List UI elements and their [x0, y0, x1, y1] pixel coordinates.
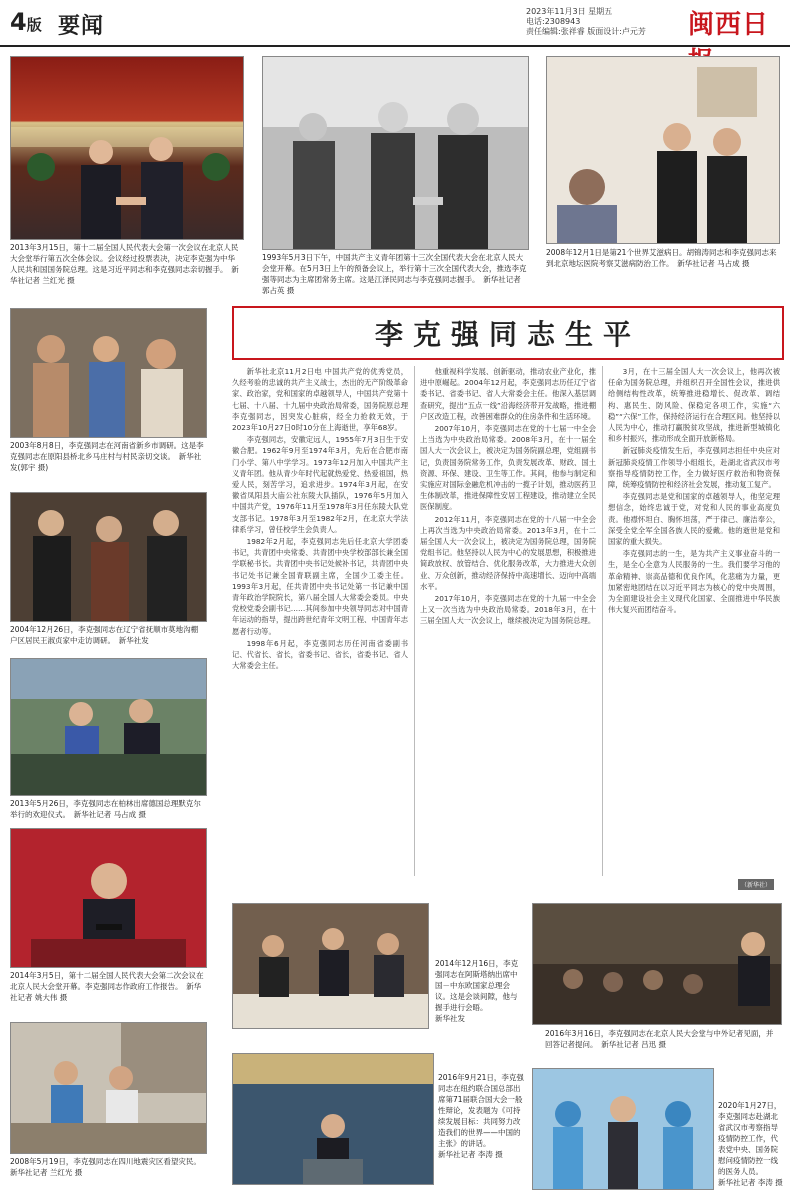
photo-caption: 2016年3月16日，李克强同志在北京人民大会堂与中外记者见面，并回答记者提问。 新华社记者 吕迅 摄: [545, 1029, 774, 1049]
photo-illustration: [533, 904, 781, 1024]
photo-un-2016: [232, 1053, 434, 1185]
page-number: 4版: [10, 8, 42, 36]
article-title: 李克强同志生平: [374, 318, 641, 351]
page-header: [0, 0, 790, 47]
issue-phone: 电话:2308943: [526, 17, 581, 26]
photo-illustration: [11, 309, 206, 437]
article-paragraph: 他重视科学发展、创新驱动，推动农业产业化，推进中原崛起。2004年12月起，李克强同志历任辽宁省委书记、省委书记、省人大常委会主任。他深入基层调查研究，提出“五点一线”沿海经济带开发战略，推进棚户区改造工程，改善困难群众的住房条件和生活环境。: [420, 367, 596, 421]
photo-caption: 2014年3月5日，第十二届全国人民代表大会第二次会议在北京人民大会堂开幕。李克强同志作政府工作报告。 新华社记者 姚大伟 摄: [10, 971, 204, 1002]
article-paragraph: 3月，在十三届全国人大一次会议上，他再次被任命为国务院总理，并组织召开全国性会议，推进供给侧结构性改革，统筹推进稳增长、促改革、调结构、惠民生、防风险、保稳定各项工作，实施“六稳”“六保”工作，保持经济运行在合理区间。他坚持以人民为中心，推动打赢脱贫攻坚战，推进新型城镇化和乡村振兴，推动形成全面开放新格局。: [608, 367, 780, 444]
article-paragraph: 李克强同志的一生，是为共产主义事业奋斗的一生，是全心全意为人民服务的一生。我们要学习他的革命精神、崇高品德和优良作风，化悲痛为力量，更加紧密地团结在以习近平同志为核心的党中央周围，为全面建设社会主义现代化国家、全面推进中华民族伟大复兴而团结奋斗。: [608, 549, 780, 615]
newspaper-masthead: 闽西日: [688, 10, 770, 40]
photo-wuhan-2020: [532, 1068, 714, 1190]
article-column-2: [420, 366, 596, 876]
article-paragraph: 2012年11月，李克强同志在党的十八届一中全会上再次当选为中央政治局常委。2013年3月，在十二届全国人大一次会议上，被决定为国务院总理，国务院党组书记。他坚持以人民为中心的发展思想，积极推进简政放权、放管结合、优化服务改革，大力推进大众创业、万众创新，推动经济保持中高速增长、迈向中高端水平。: [420, 514, 596, 591]
photo-illustration: [233, 904, 428, 1028]
photo-illustration: [547, 57, 779, 243]
photo-illustration: [233, 1054, 433, 1184]
article-title-box: [232, 306, 784, 360]
photo-illustration: [11, 493, 206, 621]
article-paragraph: 新冠肺炎疫情发生后，李克强同志担任中央应对新冠肺炎疫情工作领导小组组长，赴湖北省武汉市考察指导疫情防控工作，全力做好医疗救治和物资保障，统筹疫情防控和经济社会发展，推动复工复产。: [608, 446, 780, 490]
photo-illustration: [263, 57, 528, 249]
photo-caption: 2004年12月26日，李克强同志在辽宁省抚顺市莫地沟棚户区居民王淑贞家中走访调研。 新华社发: [10, 625, 199, 645]
photo-caption: 2014年12月16日，李克强同志在阿斯塔纳出席中国－中东欧国家总理会议。这是会谈间隙，他与握手进行会晤。 新华社发: [435, 959, 519, 1023]
section-title: 要闻: [58, 14, 105, 39]
photo-illustration: [533, 1069, 713, 1189]
column-divider: [602, 366, 603, 876]
photo-illustration: [11, 57, 243, 239]
photo-caption: 2003年8月8日，李克强同志在河南省新乡市调研。这是李克强同志在原阳县桥北乡马庄村与村民亲切交谈。 新华社发(郭宇 摄): [10, 441, 204, 472]
source-tag: （新华社）: [738, 879, 774, 890]
article-paragraph: 2007年10月，李克强同志在党的十七届一中全会上当选为中央政治局常委。2008年3月，在十一届全国人大一次会议上，被决定为国务院副总理，党组副书记，负责国务院常务工作，负责发展改革、财政、国土资源、环保、建设、卫生等工作。其间，他参与制定和实施应对国际金融危机冲击的一揽子计划，推动医药卫生体制改革，推进保障性安居工程建设，推动建立全民医保制度。: [420, 424, 596, 512]
photo-astana-2014: [232, 903, 429, 1029]
article-paragraph: 李克强同志是党和国家的卓越领导人，他坚定理想信念，始终忠诚于党，对党和人民的事业高度负责。他襟怀坦白、胸怀坦荡，严于律己、廉洁奉公，深受全党全军全国各族人民的爱戴。他的逝世是党和国家的重大损失。: [608, 492, 780, 547]
article-paragraph: 1982年2月起，李克强同志先后任北京大学团委书记，共青团中央常委、共青团中央学校部部长兼全国学联秘书长。共青团中央书记处候补书记，共青团中央书记处书记兼全国青联副主席，全国少工委主任。1993年3月起，任共青团中央书记处第一书记兼中国青年政治学院院长，第八届全国人大常委会委员。中央党校党委会副书记……其间参加中央领导同志对中国青年运动的指导，提出跨世纪青年文明工程、中国青年志愿者行动等。: [232, 537, 408, 636]
photo-berlin-2013: [10, 658, 207, 796]
photo-handshake-2013: [10, 56, 244, 240]
photo-caption: 2020年1月27日，李克强同志赴湖北省武汉市考察指导疫情防控工作，代表党中央、国务院慰问疫情防控一线的医务人员。 新华社记者 李涛 摄: [718, 1101, 783, 1187]
article-paragraph: 李克强同志，安徽定远人，1955年7月3日生于安徽合肥。1962年9月至1974年3月，先后在合肥市南门小学、第八中学学习。1973年12月加入中国共产主义青年团。他从青少年时代起就热爱党、热爱祖国，热爱人民，刻苦学习，追求进步。1974年3月起，在安徽省凤阳县大庙公社东陵大队插队，1976年5月加入中国共产党，1976年11月至1978年3月任东陵大队党支部书记。1978年3月至1982年2月，在北京大学法律系学习，曾任校学生会负责人。: [232, 435, 408, 534]
issue-date: 2023年11月3日 星期五: [526, 7, 613, 16]
photo-illustration: [11, 659, 206, 795]
photo-caption: 2008年5月19日，李克强同志在四川地震灾区看望灾民。 新华社记者 兰红光 摄: [10, 1157, 198, 1177]
article-paragraph: 新华社北京11月2日电 中国共产党的优秀党员，久经考验的忠诚的共产主义战士，杰出的无产阶级革命家、政治家，党和国家的卓越领导人，中国共产党第十七届、十八届、十九届中央政治局常委，国务院原总理李克强同志，因突发心脏病，经全力抢救无效，于2023年10月27日0时10分在上海逝世，享年68岁。: [232, 367, 408, 433]
photo-illustration: [11, 1023, 206, 1153]
photo-caption: 2013年3月15日，第十二届全国人民代表大会第一次会议在北京人民大会堂举行第五次全体会议。会议经过投票表决，决定李克强为中华人民共和国国务院总理。这是习近平同志和李克强同志亲切握手。 新华社记者 兰红光 摄: [10, 243, 239, 285]
photo-henan-2003: [10, 308, 207, 438]
photo-press-2016: [532, 903, 782, 1025]
article-column-3: [608, 366, 780, 886]
photo-handshake-1993: [262, 56, 529, 250]
photo-caption: 2016年9月21日，李克强同志在纽约联合国总部出席第71届联合国大会一般性辩论，发表题为《可持续发展目标：共同努力改造我们的世界——中国的主张》的讲话。 新华社记者 李涛 摄: [438, 1073, 524, 1159]
photo-caption: 2008年12月1日是第21个世界艾滋病日。胡锦涛同志和李克强同志来到北京地坛医院考察艾滋病防治工作。 新华社记者 马占成 摄: [546, 248, 777, 268]
article-paragraph: 1998年6月起，李克强同志历任河南省委副书记、代省长、省长，省委书记、省长，省委书记、省人大常委会主任。: [232, 638, 408, 671]
photo-liaoning-2004: [10, 492, 207, 622]
photo-illustration: [11, 829, 206, 967]
article-column-1: [232, 366, 408, 876]
photo-caption: 1993年5月3日下午，中国共产主义青年团第十三次全国代表大会在北京人民大会堂开幕。在5月3日上午的预备会议上，举行第十三次全国代表大会，推选李克强等同志为主席团常务主席。这是江泽民同志与李克强同志握手。 新华社记者 郭占英 摄: [262, 253, 527, 295]
photo-aids-day-2008: [546, 56, 780, 244]
photo-sichuan-2008: [10, 1022, 207, 1154]
column-divider: [414, 366, 415, 876]
photo-npc-2014: [10, 828, 207, 968]
photo-caption: 2013年5月26日，李克强同志在柏林出席德国总理默克尔举行的欢迎仪式。 新华社记者 马占成 摄: [10, 799, 201, 819]
article-paragraph: 2017年10月，李克强同志在党的十九届一中全会上又一次当选为中央政治局常委。2018年3月，在十三届全国人大一次会议上，继续被决定为国务院总理。: [420, 594, 596, 626]
issue-editors: 责任编辑:张祥睿 版面设计:卢元芳: [526, 27, 646, 36]
issue-info: [526, 7, 646, 37]
